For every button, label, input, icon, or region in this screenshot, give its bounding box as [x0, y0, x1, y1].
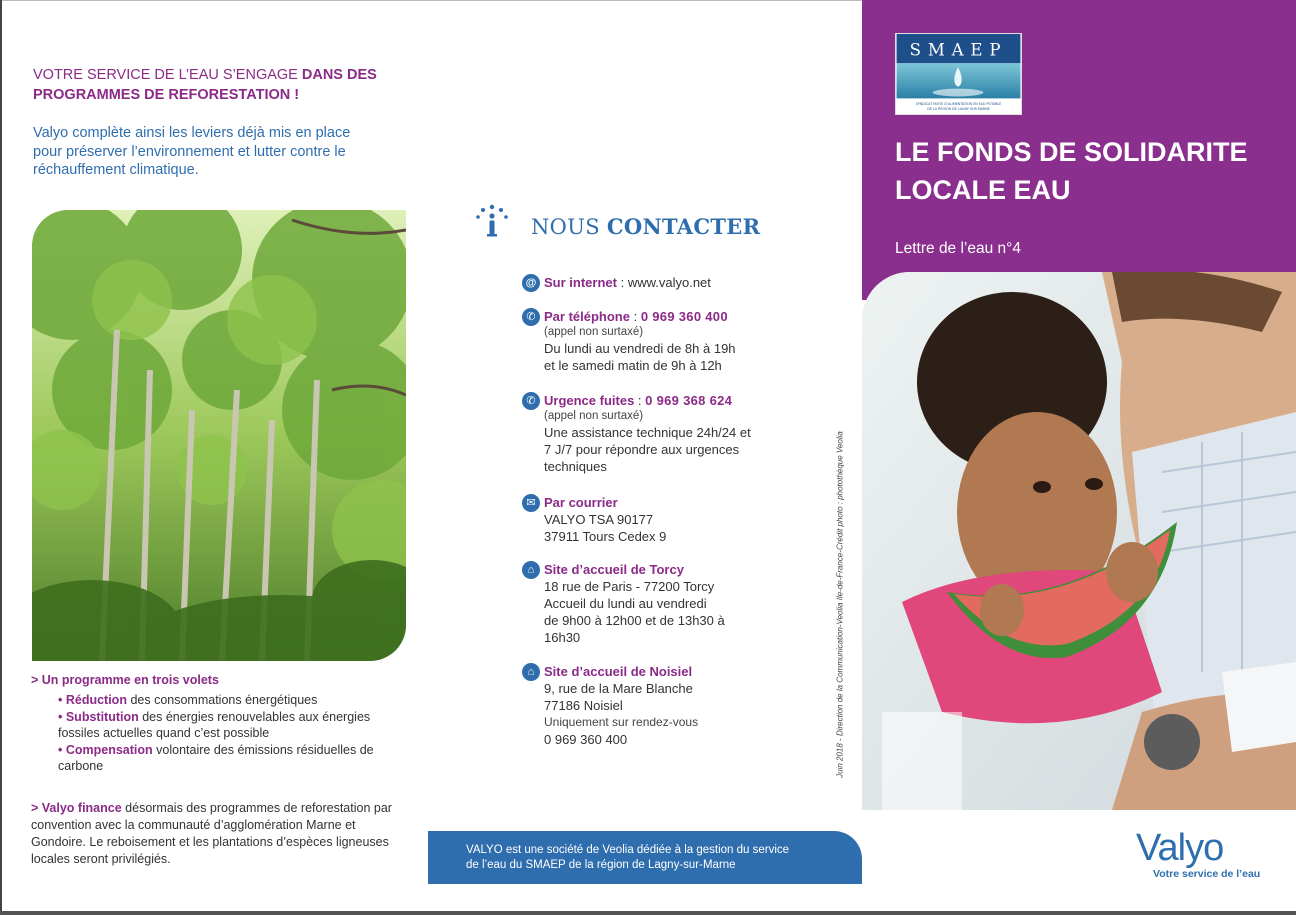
mail-address: VALYO TSA 90177 — [544, 512, 654, 527]
info-icon — [474, 203, 510, 239]
bullet-key: • Substitution — [58, 709, 139, 724]
bullet-item — [58, 692, 391, 709]
program-section — [31, 673, 391, 775]
valyo-tagline: Votre service de l’eau — [1153, 868, 1261, 880]
finance-text: désormais des programmes de reforestation par convention avec la communauté d’agglomération Marne et Gondoire. Le reboisement et les plantations d’espèces ligneuses locales seront privilégiés. — [31, 801, 392, 866]
smaep-logo — [895, 33, 1022, 115]
internet-sep: : — [616, 275, 628, 290]
mail-address: 37911 Tours Cedex 9 — [544, 529, 667, 544]
home-icon: ⌂ — [522, 663, 540, 681]
reforestation-headline — [33, 65, 393, 105]
phone-hours: Du lundi au vendredi de 8h à 19h — [544, 341, 736, 356]
noisiel-phone[interactable]: 0 969 360 400 — [544, 732, 628, 747]
phone-icon: ✆ — [522, 392, 540, 410]
leaks-label: Urgence fuites — [544, 393, 635, 408]
bullet-key: • Compensation — [58, 742, 153, 757]
leaks-sep: : — [634, 393, 646, 408]
banner-line: VALYO est une société de Veolia dédiée à la gestion du service — [466, 844, 790, 856]
svg-text:SYNDICAT MIXTE D'ALIMENTATION: SYNDICAT MIXTE D'ALIMENTATION EN EAU POTABLE — [915, 102, 1002, 107]
program-title: Un programme en trois volets — [41, 673, 219, 687]
envelope-icon: ✉ — [522, 494, 540, 512]
home-icon: ⌂ — [522, 561, 540, 579]
torcy-text: 18 rue de Paris - 77200 Torcy — [544, 579, 715, 594]
contact-mail — [522, 494, 772, 545]
bullet-key: • Réduction — [58, 693, 127, 707]
at-icon: @ — [522, 274, 540, 292]
noisiel-text: 9, rue de la Mare Blanche — [544, 681, 693, 696]
cover-title-line: LE FONDS DE SOLIDARITE — [895, 137, 1248, 167]
torcy-text: Accueil du lundi au vendredi — [544, 596, 707, 611]
torcy-label: Site d’accueil de Torcy — [544, 562, 684, 577]
finance-marker: > — [31, 801, 42, 815]
contact-title — [531, 214, 760, 239]
finance-key: Valyo finance — [41, 801, 122, 815]
logo-text: SMAEP — [909, 40, 1008, 60]
phone-number[interactable]: 0 969 360 400 — [640, 309, 728, 324]
headline-normal: VOTRE SERVICE DE L’EAU S’ENGAGE — [33, 67, 302, 83]
internet-label: Sur internet — [544, 275, 617, 290]
veolia-banner — [428, 831, 862, 884]
phone-icon: ✆ — [522, 308, 540, 326]
contact-leaks — [522, 392, 772, 475]
cover-title-line: LOCALE EAU — [895, 175, 1071, 205]
valyo-wordmark: Valyo — [1136, 827, 1224, 869]
noisiel-text: 77186 Noisiel — [544, 698, 623, 713]
finance-paragraph — [31, 800, 403, 868]
intro-paragraph: Valyo complète ainsi les leviers déjà mis en place pour préserver l’environnement et lutter contre le réchauffement climatique. — [33, 125, 351, 178]
contact-internet — [522, 274, 772, 291]
noisiel-label: Site d’accueil de Noisiel — [544, 664, 693, 679]
leaks-note: (appel non surtaxé) — [544, 410, 644, 422]
contact-title-normal: NOUS — [531, 215, 607, 239]
girl-watermelon-photo — [862, 272, 1296, 810]
noisiel-note: Uniquement sur rendez-vous — [544, 715, 699, 729]
forest-photo — [32, 210, 406, 661]
phone-label: Par téléphone — [544, 309, 630, 324]
bullet-text: des consommations énergétiques — [126, 693, 318, 707]
contact-torcy — [522, 561, 772, 646]
banner-line: de l’eau du SMAEP de la région de Lagny-sur-Marne — [466, 859, 736, 871]
leaks-number[interactable]: 0 969 368 624 — [645, 393, 733, 408]
torcy-text: de 9h00 à 12h00 et de 13h30 à — [544, 613, 725, 628]
leaks-text: 7 J/7 pour répondre aux urgences — [544, 442, 740, 457]
program-bullets — [58, 692, 391, 775]
cover-subtitle: Lettre de l’eau n°4 — [895, 240, 1021, 257]
photo-credit — [835, 410, 847, 800]
phone-note: (appel non surtaxé) — [544, 326, 644, 338]
left-edge — [0, 0, 2, 915]
contact-title-bold: CONTACTER — [606, 214, 761, 239]
website-link[interactable]: www.valyo.net — [627, 275, 711, 290]
phone-hours: et le samedi matin de 9h à 12h — [544, 358, 722, 373]
bullet-text: des énergies renouvelables aux énergies fossiles actuelles quand c’est possible — [58, 709, 371, 740]
contact-noisiel — [522, 663, 772, 748]
svg-text:DE LA RÉGION DE LAGNY SUR MARN: DE LA RÉGION DE LAGNY SUR MARNE — [927, 107, 990, 112]
headline-bold: DANS DES PROGRAMMES DE REFORESTATION ! — [33, 67, 377, 103]
leaks-text: Une assistance technique 24h/24 et — [544, 425, 751, 440]
bottom-edge — [0, 911, 1296, 915]
bullet-item — [58, 709, 391, 742]
cover-title — [895, 133, 1275, 209]
bullet-item — [58, 742, 391, 775]
valyo-logo — [1136, 826, 1276, 880]
contact-phone — [522, 308, 772, 374]
mail-label: Par courrier — [544, 495, 618, 510]
torcy-text: 16h30 — [544, 630, 581, 645]
photo-credit-text: Juin 2018 - Direction de la Communication-Veolia Ile-de-France-Crédit photo : photothèque Veolia — [835, 431, 845, 778]
phone-sep: : — [629, 309, 641, 324]
leaks-text: techniques — [544, 459, 607, 474]
program-marker: > — [31, 673, 42, 687]
bullet-text: volontaire des émissions résiduelles de carbone — [58, 742, 374, 773]
